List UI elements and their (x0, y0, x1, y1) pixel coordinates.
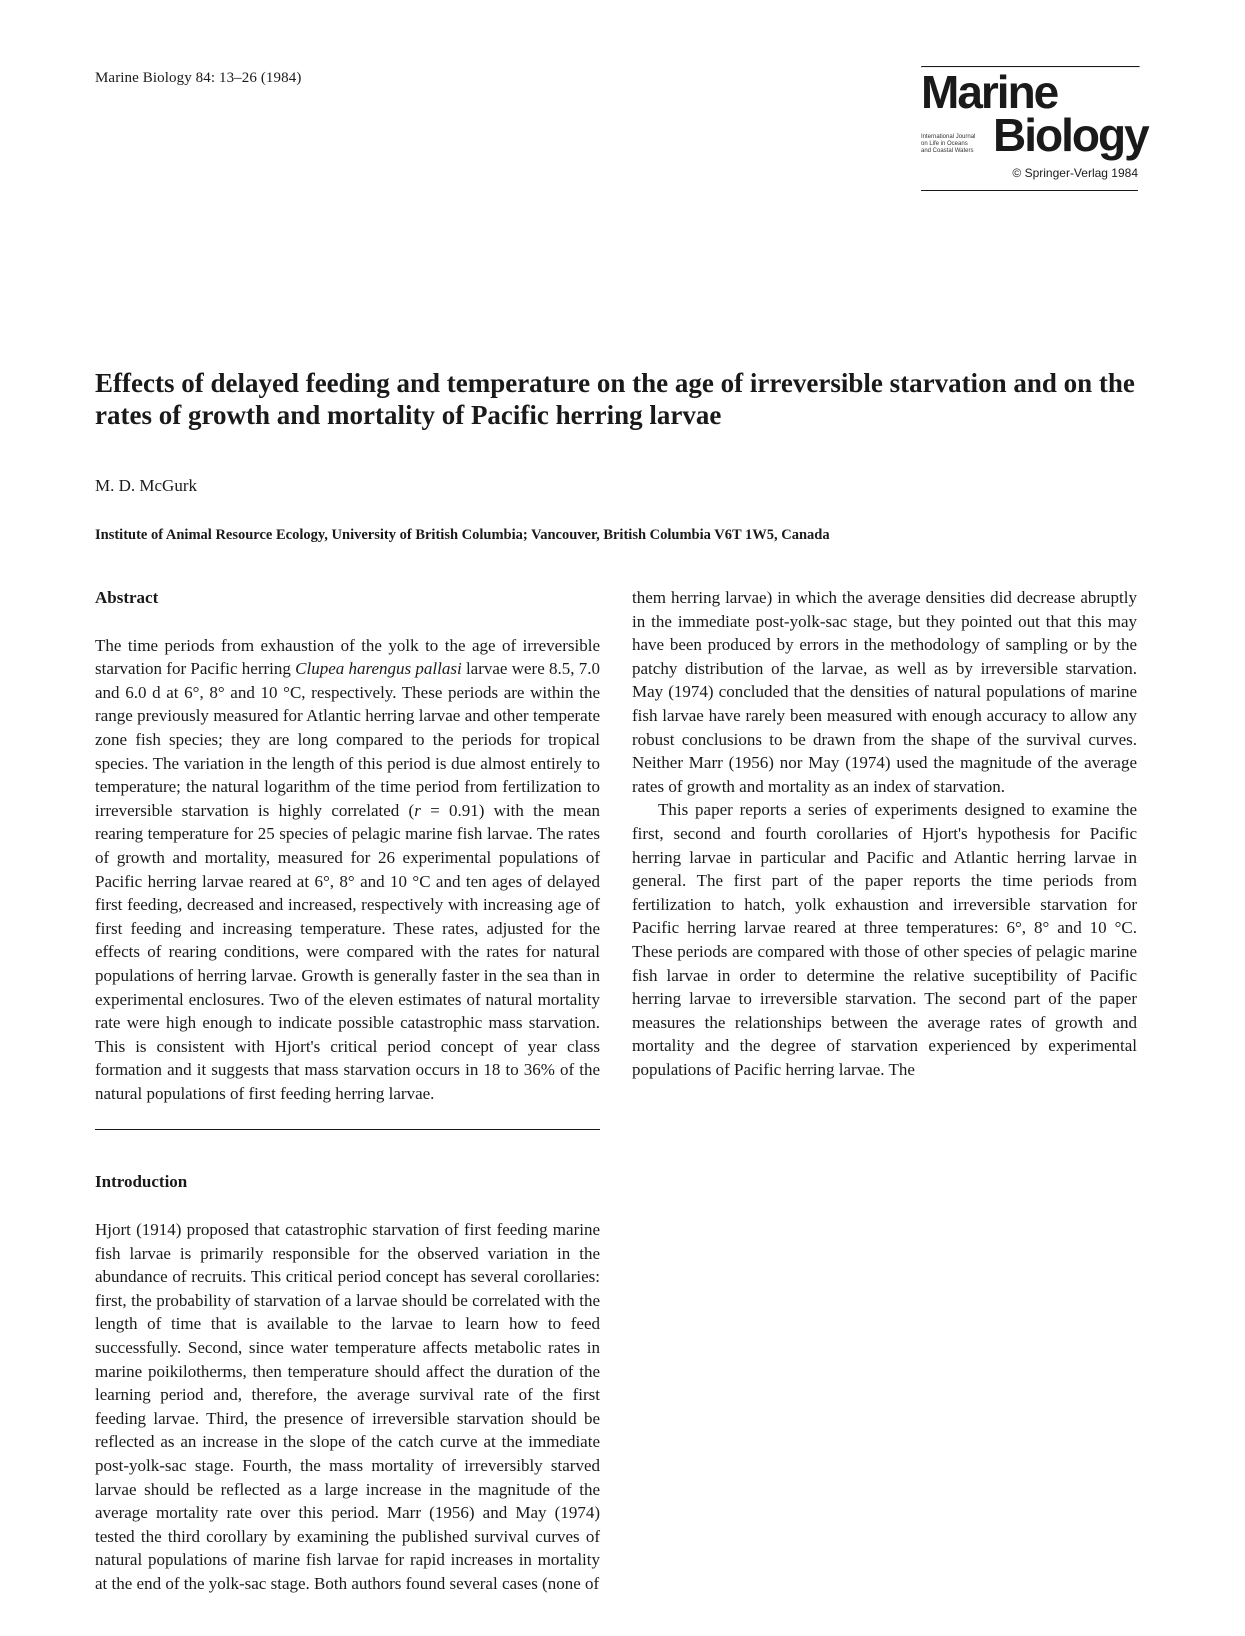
logo-bottom-rule (921, 190, 1138, 191)
introduction-heading: Introduction (95, 1172, 188, 1192)
introduction-paragraph-1-continued: them herring larvae) in which the average densities did decrease abruptly in the immediate post-yolk-sac stage, but they pointed out that this may have been produced by errors in the methodology of sampling or by the patchy distribution of the larvae, as well as by irreversible starvation. May (1974) concluded that the densities of natural populations of marine fish larvae have rarely been measured with enough accuracy to allow any robust conclusions to be drawn from the shape of the survival curves. Neither Marr (1956) nor May (1974) used the magnitude of the average rates of growth and mortality as an index of starvation. (632, 588, 1137, 796)
article-author: M. D. McGurk (95, 476, 197, 495)
abstract-text-a: The time periods from exhaustion of the yolk to the age of irreversible starvation for Pacific herring (95, 635, 600, 679)
introduction-paragraph-2: This paper reports a series of experiments designed to examine the first, second and fourth corollaries of Hjort's hypothesis for Pacific herring larvae in particular and Pacific and Atlantic herring larvae in general. The first part of the paper reports the time periods from fertilization to hatch, yolk exhaustion and irreversible starvation for Pacific herring larvae reared at three temperatures: 6°, 8° and 10 °C. These periods are compared with those of other species of pelagic marine fish larvae in order to determine the relative suceptibility of Pacific herring larvae to irreversible starvation. The second part of the paper measures the relationships between the average rates of growth and mortality and the degree of starvation experienced by experimental populations of Pacific herring larvae. The (632, 800, 1137, 1079)
right-column (632, 586, 1137, 1081)
left-column (95, 586, 600, 1596)
journal-logo (921, 66, 1148, 180)
abstract-text-b: larvae were 8.5, 7.0 and 6.0 d at 6°, 8° and 10 °C, respectively. These periods are within the range previously measured for Atlantic herring larvae and other temperate zone fish species; they are long compared to the periods for tropical species. The variation in the length of this period is due almost entirely to temperature; the natural logarithm of the time period from fertilization to irreversible starvation is highly correlated ( (95, 659, 601, 820)
logo-marine-text: Marine (921, 66, 1058, 118)
abstract-heading: Abstract (95, 588, 159, 607)
correlation-symbol: r (414, 800, 421, 820)
logo-subtitle-line-1: International Journal (921, 134, 976, 140)
logo-subtitle-line-2: on Life in Oceans (921, 141, 968, 147)
copyright-notice: © Springer-Verlag 1984 (1012, 166, 1138, 180)
logo-subtitle-line-3: and Coastal Waters (921, 148, 974, 154)
introduction-paragraph-1: Hjort (1914) proposed that catastrophic starvation of first feeding marine fish larvae is primarily responsible for the observed variation in the abundance of recruits. This critical period concept has several corollaries: first, the probability of starvation of a larvae should be correlated with the length of time that is available to the larvae to learn how to feed successfully. Second, since water temperature affects metabolic rates in marine poikilotherms, then temperature should affect the duration of the learning period and, therefore, the average survival rate of the first feeding larvae. Third, the presence of irreversible starvation should be reflected as an increase in the slope of the catch curve at the immediate post-yolk-sac stage. Fourth, the mass mortality of irreversibly starved larvae should be reflected as a large increase in the magnitude of the average mortality rate over this period. Marr (1956) and May (1974) tested the third corollary by examining the published survival curves of natural populations of marine fish larvae for rapid increases in mortality at the end of the yolk-sac stage. Both authors found several cases (none of (95, 1220, 600, 1593)
logo-subtitle (921, 134, 981, 155)
logo-biology-text: Biology (993, 109, 1148, 161)
article-title: Effects of delayed feeding and temperature on the age of irreversible starvation and on the rates of growth and mortality of Pacific herring larvae (95, 368, 1135, 430)
species-name: Clupea harengus pallasi (295, 659, 462, 679)
journal-citation: Marine Biology 84: 13–26 (1984) (95, 70, 302, 86)
abstract-text-c: = 0.91) with the mean rearing temperature for 25 species of pelagic marine fish larvae. The rates of growth and mortality, measured for 26 experimental populations of Pacific herring larvae reared at 6°, 8° and 10 °C and ten ages of delayed first feeding, decreased and increased, respectively with increasing age of first feeding and increasing temperature. These rates, adjusted for the effects of rearing conditions, were compared with the rates for natural populations of herring larvae. Growth is generally faster in the sea than in experimental enclosures. Two of the eleven estimates of natural mortality rate were high enough to indicate possible catastrophic mass starvation. This is consistent with Hjort's critical period concept of year class formation and it suggests that mass starvation occurs in 18 to 36% of the natural populations of first feeding herring larvae. (95, 800, 600, 1103)
author-affiliation: Institute of Animal Resource Ecology, University of British Columbia; Vancouver, British Columbia V6T 1W5, Canada (95, 527, 830, 543)
abstract-text (95, 634, 600, 1106)
